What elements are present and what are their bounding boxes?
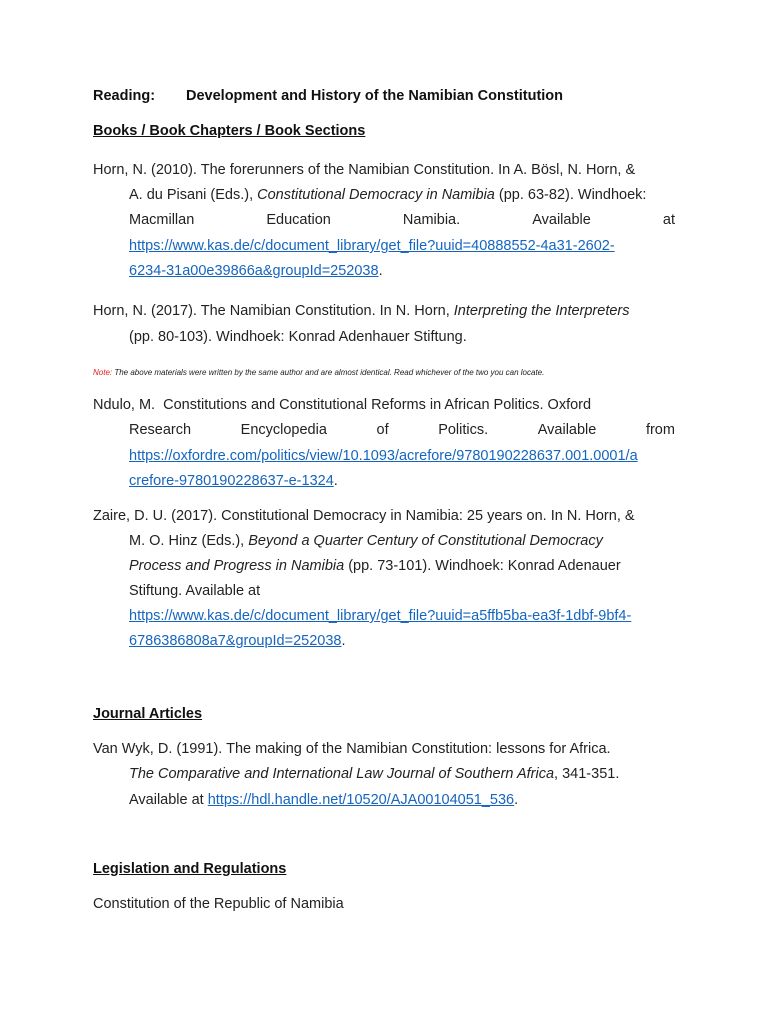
- note-label: Note:: [93, 368, 113, 377]
- reference-line: [129, 765, 619, 783]
- journals-heading: Journal Articles: [93, 706, 203, 722]
- reference-line: [129, 447, 638, 465]
- word: Encyclopedia: [240, 422, 327, 438]
- word: Education: [266, 212, 331, 228]
- reference-line: [129, 607, 631, 625]
- books-heading: Books / Book Chapters / Book Sections: [93, 123, 366, 139]
- note: [93, 364, 544, 382]
- reference-line: [129, 632, 346, 650]
- legislation-heading: Legislation and Regulations: [93, 861, 287, 877]
- reference-line-justified: [129, 211, 675, 229]
- reference-text: Horn, N. (2017). The Namibian Constitution. In N. Horn,: [93, 303, 454, 319]
- title-label: Reading:: [93, 88, 156, 104]
- word: at: [662, 212, 675, 228]
- kas-zaire-url-link-part1[interactable]: https://www.kas.de/c/document_library/get_file?uuid=a5ffb5ba-ea3f-1dbf-9bf4-: [129, 608, 632, 624]
- kas-url-link-part2[interactable]: 6234-31a00e39866a&groupId=252038: [129, 263, 379, 279]
- reference-line: [129, 472, 338, 490]
- word: Macmillan: [129, 212, 195, 228]
- oxfordre-url-link-part1[interactable]: https://oxfordre.com/politics/view/10.1093/acrefore/9780190228637.001.0001/a: [129, 448, 638, 464]
- book-title: Beyond a Quarter Century of Constitutional Democracy: [248, 533, 603, 549]
- word: Research: [129, 422, 192, 438]
- reference-line: (pp. 80-103). Windhoek: Konrad Adenhauer Stiftung.: [129, 329, 467, 345]
- book-title: Constitutional Democracy in Namibia: [257, 187, 495, 203]
- book-title: Interpreting the Interpreters: [453, 303, 630, 319]
- reference-line: Horn, N. (2010). The forerunners of the Namibian Constitution. In A. Bösl, N. Horn, &: [93, 162, 636, 178]
- period: .: [514, 792, 519, 808]
- book-title: Process and Progress in Namibia: [129, 558, 345, 574]
- reference-line: [129, 186, 646, 204]
- word: Available: [537, 422, 597, 438]
- reference-line: Stiftung. Available at: [129, 583, 261, 599]
- period: .: [378, 263, 383, 279]
- period: .: [341, 633, 346, 649]
- reference-line: Zaire, D. U. (2017). Constitutional Democracy in Namibia: 25 years on. In N. Horn, &: [93, 508, 635, 524]
- reference-text: Available at: [129, 792, 208, 808]
- word: Politics.: [438, 422, 489, 438]
- kas-zaire-url-link-part2[interactable]: 6786386808a7&groupId=252038: [129, 633, 342, 649]
- reference-text: , 341-351.: [554, 766, 620, 782]
- journal-title: The Comparative and International Law Journal of Southern Africa: [129, 766, 555, 782]
- title-text: Development and History of the Namibian Constitution: [186, 88, 564, 104]
- reference-line-justified: [129, 421, 675, 439]
- reference-line: [129, 557, 621, 575]
- word: of: [376, 422, 389, 438]
- period: .: [333, 473, 338, 489]
- document-title: [93, 87, 563, 105]
- reference-text: (pp. 63-82). Windhoek:: [494, 187, 647, 203]
- reference-line: [129, 262, 383, 280]
- reference-line: [129, 237, 615, 255]
- legislation-entry: Constitution of the Republic of Namibia: [93, 896, 344, 912]
- reference-text: (pp. 73-101). Windhoek: Konrad Adenauer: [344, 558, 621, 574]
- reference-line: [93, 396, 675, 414]
- reference-line: [93, 302, 630, 320]
- kas-url-link-part1[interactable]: https://www.kas.de/c/document_library/get_file?uuid=40888552-4a31-2602-: [129, 238, 615, 254]
- reference-line: [129, 532, 603, 550]
- word: Available: [532, 212, 591, 228]
- reference-line: Van Wyk, D. (1991). The making of the Namibian Constitution: lessons for Africa.: [93, 741, 611, 757]
- reference-text: A. du Pisani (Eds.),: [129, 187, 258, 203]
- word: Namibia.: [402, 212, 461, 228]
- reference-text: M. O. Hinz (Eds.),: [129, 533, 249, 549]
- reference-line: [129, 791, 518, 809]
- reference-text: Ndulo, M. Constitutions and Constitutional Reforms in African Politics. Oxford: [93, 397, 592, 413]
- oxfordre-url-link-part2[interactable]: crefore-9780190228637-e-1324: [129, 473, 334, 489]
- note-text: The above materials were written by the same author and are almost identical. Read whichever of the two you can locate.: [112, 368, 545, 377]
- word: from: [645, 422, 675, 438]
- hdl-url-link[interactable]: https://hdl.handle.net/10520/AJA00104051_536: [207, 792, 515, 808]
